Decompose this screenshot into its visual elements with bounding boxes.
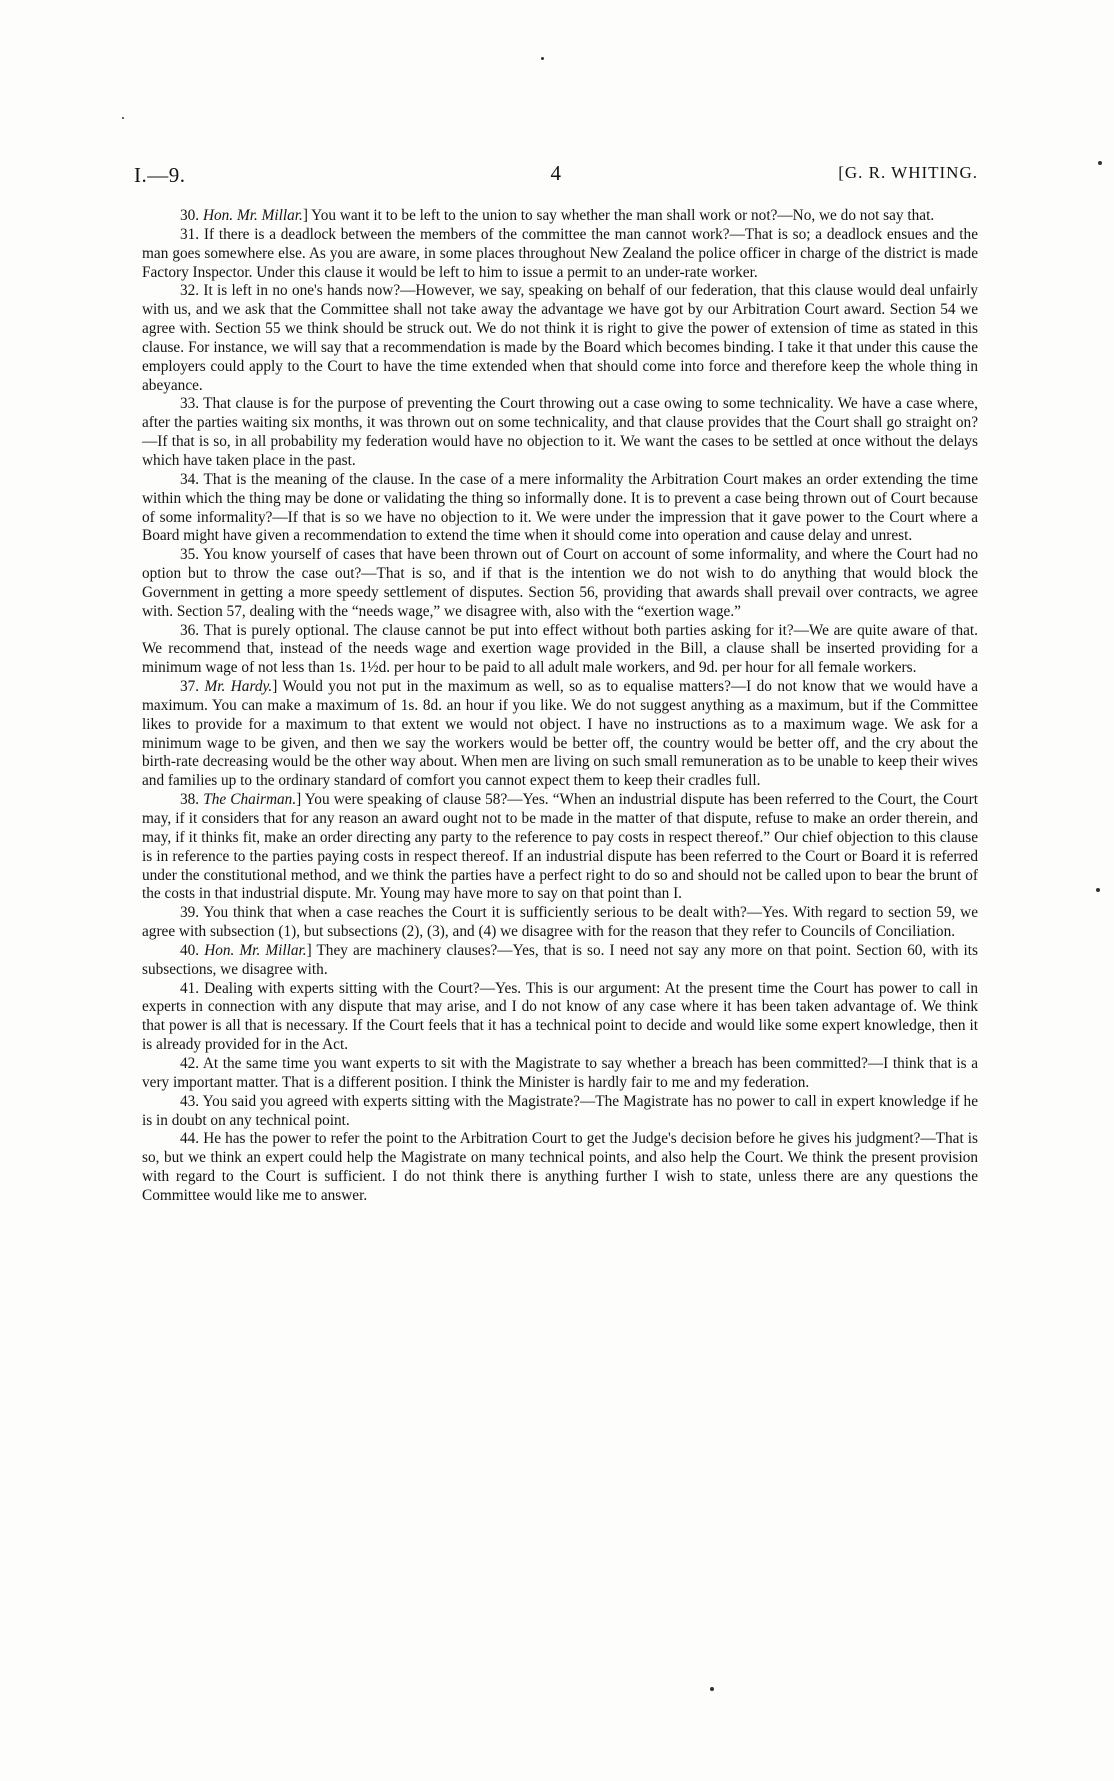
scan-speck [122, 117, 124, 119]
paragraph: 38. The Chairman.] You were speaking of clause 58?—Yes. “When an industrial dispute has been referred to the Court, the Court may, if it considers that for any reason an award ought not to be made in the matter of that dispute, refuse to make an order therein, and may, if it thinks fit, make an order directing any party to the reference to pay costs in respect thereof.” Our chief objection to this clause is in reference to the parties paying costs in respect thereof. If an industrial dispute has been referred to the Court or Board it is referred under the constitutional method, and we think the parties have a perfect right to do so and should not be called upon to bear the brunt of the costs in that industrial dispute. Mr. Young may have more to say on that point than I. [142, 791, 978, 903]
paragraph: 42. At the same time you want experts to sit with the Magistrate to say whether a breach has been committed?—I think that is a very important matter. That is a different position. I think the Minister is hardly fair to me and my federation. [142, 1054, 978, 1091]
document-body [142, 207, 978, 1206]
page-header [134, 161, 978, 191]
paragraph: 43. You said you agreed with experts sitting with the Magistrate?—The Magistrate has no power to call in expert knowledge if he is in doubt on any technical point. [142, 1092, 978, 1129]
paragraph: 34. That is the meaning of the clause. In the case of a mere informality the Arbitration Court makes an order extending the time within which the thing may be done or validating the thing so informally done. It is to prevent a case being thrown out of Court because of some informality?—If that is so we have no objection to it. We were under the impression that it gave power to the Court where a Board might have given a recommendation to extend the time when it should come into operation and cause delay and unrest. [142, 470, 978, 545]
scan-speck [710, 1687, 714, 1691]
paragraph: 39. You think that when a case reaches the Court it is sufficiently serious to be dealt with?—Yes. With regard to section 59, we agree with subsection (1), but subsections (2), (3), and (4) we disagree with for the reason that they refer to Councils of Conciliation. [142, 904, 978, 941]
paragraph: 33. That clause is for the purpose of preventing the Court throwing out a case owing to some technicality. We have a case where, after the parties waiting six months, it was thrown out on some technicality, and that clause provides that the Court shall go straight on?—If that is so, in all probability my federation would have no objection to it. We want the cases to be settled at once without the delays which have taken place in the past. [142, 395, 978, 469]
paragraph: 32. It is left in no one's hands now?—However, we say, speaking on behalf of our federation, that this clause would deal unfairly with us, and we ask that the Committee shall not take away the advantage we have got by our Arbitration Court award. Section 54 we agree with. Section 55 we think should be struck out. We do not think it is right to give the power of extension of time as stated in this clause. For instance, we will say that a recommendation is made by the Board which becomes binding. I take it that under this cause the employers could apply to the Court to have the time extended when that should come into force and therefore keep the whole thing in abeyance. [142, 282, 978, 394]
speaker-name: Mr. Hardy. [204, 678, 273, 696]
speaker-name: The Chairman. [203, 791, 297, 809]
document-code: I.—9. [134, 163, 186, 187]
paragraph: 44. He has the power to refer the point to the Arbitration Court to get the Judge's decision before he gives his judgment?—That is so, but we think an expert could help the Magistrate on many technical points, and also help the Court. We think the present provision with regard to the Court is sufficient. I do not think there is anything further I wish to state, unless there are any questions the Committee would like me to answer. [142, 1130, 978, 1204]
scan-speck [1098, 161, 1102, 165]
witness-name: [G. R. WHITING. [838, 163, 978, 182]
paragraph: 41. Dealing with experts sitting with the Court?—Yes. This is our argument: At the present time the Court has power to call in experts in connection with any dispute that may arise, and I do not know of any case where it has been taken advantage of. We think that power is all that is necessary. If the Court feels that it has a technical point to decide and would like some expert knowledge, then it is already provided for in the Act. [142, 979, 978, 1054]
scan-speck [1096, 888, 1100, 892]
paragraph: 36. That is purely optional. The clause cannot be put into effect without both parties asking for it?—We are quite aware of that. We recommend that, instead of the needs wage and exertion wage provided in the Bill, a clause shall be inserted providing for a minimum wage of not less than 1s. 1½d. per hour to be paid to all adult male workers, and 9d. per hour for all female workers. [142, 621, 978, 677]
paragraph: 35. You know yourself of cases that have been thrown out of Court on account of some informality, and where the Court had no option but to throw the case out?—That is so, and if that is the intention we do not wish to do anything that would block the Government in getting a more speedy settlement of disputes. Section 56, providing that awards shall prevail over contracts, we agree with. Section 57, dealing with the “needs wage,” we disagree with, also with the “exertion wage.” [142, 546, 978, 620]
paragraph: 40. Hon. Mr. Millar.] They are machinery clauses?—Yes, that is so. I need not say any more on that point. Section 60, with its subsections, we disagree with. [142, 941, 979, 978]
paragraph: 30. Hon. Mr. Millar.] You want it to be left to the union to say whether the man shall work or not?—No, we do not say that. [180, 207, 935, 224]
page-number: 4 [550, 161, 562, 185]
paragraph: 31. If there is a deadlock between the members of the committee the man cannot work?—That is so; a deadlock ensues and the man goes somewhere else. As you are aware, in some places throughout New Zealand the police officer in charge of the district is made Factory Inspector. Under this clause it would be left to him to issue a permit to an under-rate worker. [142, 225, 978, 281]
paragraph: 37. Mr. Hardy.] Would you not put in the maximum as well, so as to equalise matters?—I do not know that we would have a maximum. You can make a maximum of 1s. 8d. an hour if you like. We do not suggest anything as a maximum, but if the Committee likes to provide for a maximum to that extent we would not object. I have no instructions as to a maximum wage. We ask for a minimum wage to be given, and then we say the workers would be better off, the country would be better off, and the cry about the birth-rate decreasing would be the other way about. When men are living on such small remuneration as to be unable to keep their wives and families up to the ordinary standard of comfort you cannot expect them to keep their cradles full. [142, 678, 978, 790]
speaker-name: Hon. Mr. Millar. [204, 941, 307, 959]
speaker-name: Hon. Mr. Millar. [202, 207, 303, 224]
scan-speck [541, 57, 544, 60]
